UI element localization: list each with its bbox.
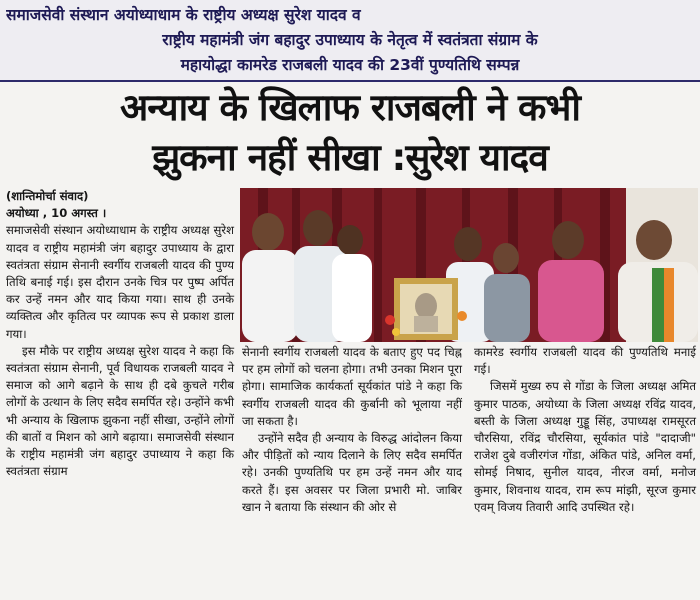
headline-line-1: अन्याय के खिलाफ राजबली ने कभी — [119, 86, 581, 129]
article-paragraph: उन्होंने सदैव ही अन्याय के विरुद्ध आंदोलन किया और पीड़ितों को न्याय दिलाने के लिए सदैव समर्पित रहे। उनकी पुण्यतिथि पर हम उन्हें नमन और याद करते हैं। इस अवसर पर जिला प्रभारी मो. जाबिर खान ने बताया कि संस्थान की ओर से — [242, 431, 462, 514]
article-paragraph: इस मौके पर राष्ट्रीय अध्यक्ष सुरेश यादव ने कहा कि स्वतंत्रता संग्राम सेनानी, पूर्व विधायक राजबली यादव ने समाज को आगे बढ़ाने के साथ ही दबे कुचले गरीब लोगों के उत्थान के लिए सदैव समर्पित रहे। उन्होंने कभी भी अन्याय के खिलाफ झुकना नहीं सीखा, उन्होंने लोगों की बातों व मिशन को आगे बढ़ाया। समाजसेवी संस्थान के राष्ट्रीय महामंत्री जंग बहादुर उपाध्याय ने कहा कि स्वतंत्रता संग्राम — [6, 343, 234, 479]
banner-line-2: राष्ट्रीय महामंत्री जंग बहादुर उपाध्याय के नेतृत्व में स्वतंत्रता संग्राम के — [162, 31, 538, 49]
article-paragraph: सेनानी स्वर्गीय राजबली यादव के बताए हुए पद चिह्न पर हम लोगों को चलना होगा। तभी उनका मिशन पूरा होगा। सामाजिक कार्यकर्ता सूर्यकांत पांडे ने कहा कि स्वर्गीय राजबली यादव की कुर्बानी को भूलाया नहीं जा सकता है। — [242, 345, 462, 428]
article-dateline: अयोध्या , 10 अगस्त । — [6, 206, 107, 221]
event-photo-illustration — [240, 188, 698, 342]
article-column-3 — [474, 344, 696, 516]
article-paragraph: कामरेड स्वर्गीय राजबली यादव की पुण्यतिथि मनाई गई। — [474, 345, 696, 377]
headline — [0, 84, 700, 188]
article-paragraph: समाजसेवी संस्थान अयोध्याधाम के राष्ट्रीय अध्यक्ष सुरेश यादव व राष्ट्रीय महामंत्री जंग बहादुर उपाध्याय के द्वारा स्वतंत्रता संग्राम सेनानी स्वर्गीय राजबली यादव की पुण्य तिथि बनाई गई। इस दौरान उनके चित्र पर पुष्प अर्पित कर उन्हें नमन और याद किया गया। साथ ही उनके व्यक्तित्व और कृतित्व पर व्यापक रूप से प्रकाश डाला गया। — [6, 223, 234, 341]
banner-line-3: महायोद्धा कामरेड राजबली यादव की 23वीं पुण्यतिथि सम्पन्न — [180, 56, 520, 74]
headline-line-2: झुकना नहीं सीखा :सुरेश यादव — [152, 136, 548, 179]
event-photo — [240, 188, 698, 342]
article-paragraph: जिसमें मुख्य रुप से गोंडा के जिला अध्यक्ष अमित कुमार पाठक, अयोध्या के जिला अध्यक्ष रविंद्र यादव, बस्ती के जिला अध्यक्ष गुड्डू सिंह, उपाध्यक्ष रामसूरत चौरसिया, रविंद्र चौरसिया, सूर्यकांत पांडे "दादाजी" राजेश दुबे वजीरगंज गोंडा, अंकित पांडे, अनिल वर्मा, सोमई निषाद, सुनील यादव, नीरज वर्मा, मनोज कुमार, शिवनाथ यादव, राम रूप मांझी, सूरज कुमार एवम् विजय तिवारी आदि उपस्थित रहे। — [474, 379, 696, 514]
banner-line-1: समाजसेवी संस्थान अयोध्याधाम के राष्ट्रीय अध्यक्ष सुरेश यादव व — [6, 6, 361, 24]
article-source: (शान्तिमोर्चा संवाद) — [6, 189, 89, 203]
subheadline-banner — [0, 0, 700, 82]
article-column-2 — [242, 344, 462, 516]
article-column-1 — [6, 188, 234, 480]
